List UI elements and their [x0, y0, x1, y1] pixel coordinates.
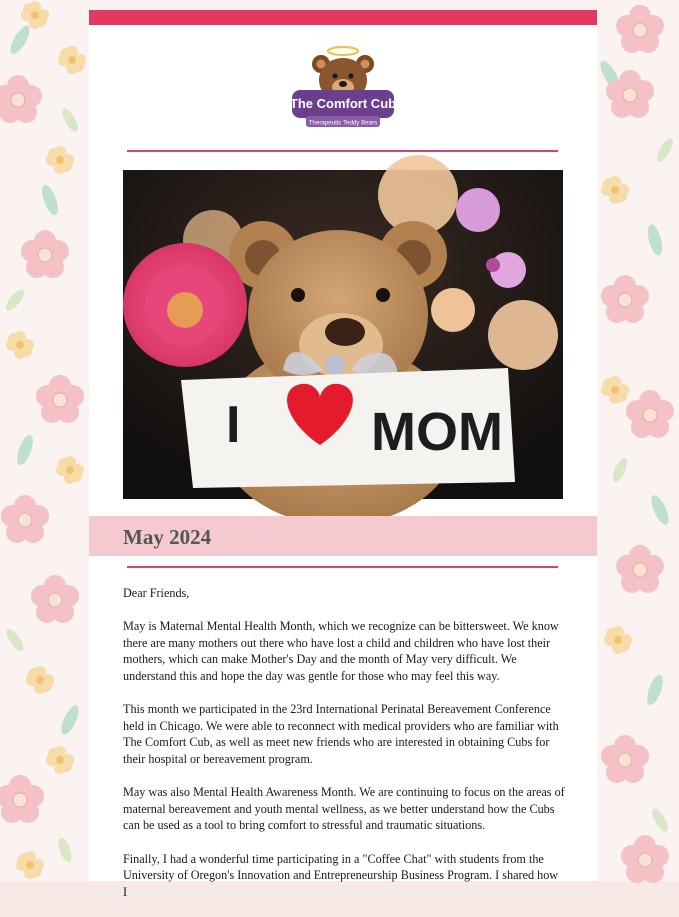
logo-brand-text: The Comfort Cub: [289, 96, 397, 111]
greeting: Dear Friends,: [123, 586, 190, 600]
paragraph-coffee-chat: Finally, I had a wonderful time participating in a "Coffee Chat" with students from the University of Oregon's Innovation and Entrepreneurship Business Program. I shared how I: [123, 851, 559, 899]
comfort-cub-logo[interactable]: [290, 44, 396, 132]
paragraph-maternal-mental-health: May is Maternal Mental Health Month, which we recognize can be bittersweet. We know there are many mothers out there who have lost a child and children who have lost their mothers, which can make Mother's Day and the month of May very difficult. We understand this and hope the day was gentle for those who may feel this way.: [123, 619, 559, 683]
hero-image-bear-i-love-mom: [123, 170, 563, 499]
top-accent-bar: [89, 10, 597, 25]
newsletter-card: [89, 10, 597, 899]
sign-word-mom: MOM: [371, 402, 503, 462]
month-title-band: [89, 516, 597, 556]
paragraph-conference: This month we participated in the 23rd International Perinatal Bereavement Conference held in Chicago. We were able to reconnect with medical providers who are familiar with The Comfort Cub, as well as meet new friends who are interested in obtaining Cubs for their hospital or bereavement program.: [123, 702, 559, 766]
paragraph-mental-health-awareness: May was also Mental Health Awareness Month. We are continuing to focus on the areas of maternal bereavement and youth mental wellness, as we better understand how the Cubs can be used as a tool to bring comfort to stressful and traumatic situations.: [123, 785, 565, 833]
logo-tagline-text: Therapeutic Teddy Bears: [308, 119, 378, 127]
sign-letter-i: I: [226, 396, 241, 454]
divider-line: [127, 150, 558, 152]
newsletter-body: [123, 585, 565, 917]
month-title: May 2024: [123, 525, 212, 549]
divider-line-lower: [127, 566, 558, 568]
